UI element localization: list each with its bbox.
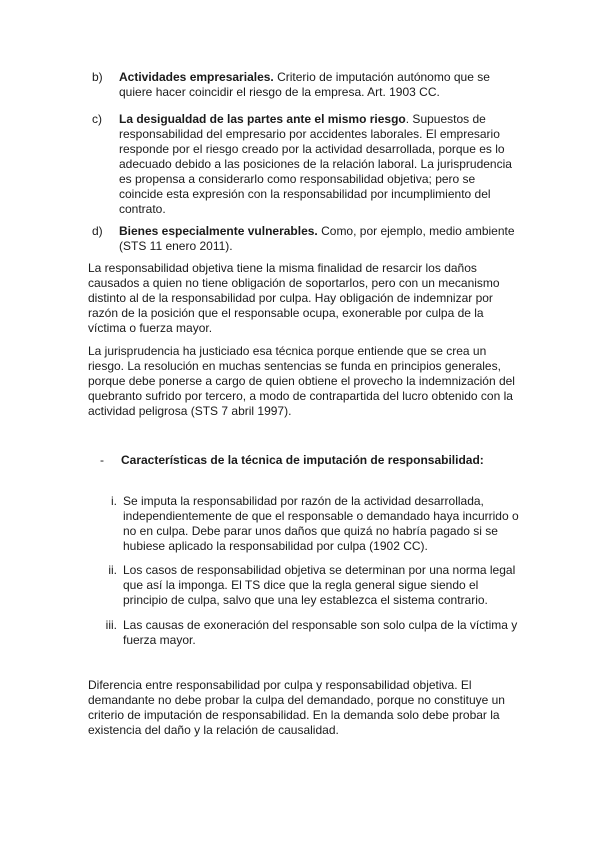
list-item-c <box>92 112 519 217</box>
list-item-b <box>92 70 519 100</box>
list-marker: iii. <box>105 618 117 632</box>
list-marker: b) <box>92 70 103 84</box>
section-heading: Características de la técnica de imputación de responsabilidad: <box>121 453 484 467</box>
list-item-text: Los casos de responsabilidad objetiva se determinan por una norma legal que así la imponga. El TS dice que la regla general sigue siendo el principio de culpa, salvo que una ley establezca el sistema contrario. <box>123 563 516 607</box>
list-item-title: La desigualdad de las partes ante el mismo riesgo <box>119 112 406 126</box>
paragraph-jurisprudencia: La jurisprudencia ha justiciado esa técnica porque entiende que se crea un riesgo. La resolución en muchas sentencias se funda en principios generales, porque debe ponerse a cargo de quien obtiene el provecho la indemnización del quebranto sufrido por tercero, a modo de contrapartida del lucro obtenido con la actividad peligrosa (STS 7 abril 1997). <box>88 344 515 418</box>
roman-item-iii <box>105 618 523 648</box>
list-item-d <box>92 224 519 254</box>
list-item-title: Actividades empresariales. <box>119 70 274 84</box>
section-dash: - <box>100 453 104 467</box>
list-item-text: Se imputa la responsabilidad por razón de la actividad desarrollada, independientemente de que el responsable o demandado haya incurrido o no en culpa. Debe parar unos daños que quizá no habría pagado si se hubiese aplicado la responsabilidad por culpa (1902 CC). <box>123 494 519 553</box>
list-marker: d) <box>92 224 103 238</box>
paragraph-diferencia: Diferencia entre responsabilidad por culpa y responsabilidad objetiva. El demandante no debe probar la culpa del demandado, porque no constituye un criterio de imputación de responsabilidad. En la demanda solo debe probar la existencia del daño y la relación de causalidad. <box>88 678 505 737</box>
paragraph-responsabilidad-objetiva: La responsabilidad objetiva tiene la misma finalidad de resarcir los daños causados a quien no tiene obligación de soportarlos, pero con un mecanismo distinto al de la responsabilidad por culpa. Hay obligación de indemnizar por razón de la posición que el responsable ocupa, exonerable por culpa de la víctima o fuerza mayor. <box>88 261 500 335</box>
list-marker: i. <box>111 494 117 508</box>
list-marker: c) <box>92 112 102 126</box>
roman-item-i <box>111 494 523 554</box>
list-marker: ii. <box>108 563 117 577</box>
list-item-title: Bienes especialmente vulnerables. <box>119 224 318 238</box>
list-item-text: . Supuestos de responsabilidad del empresario por accidentes laborales. El empresario responde por el riesgo creado por la actividad desarrollada, porque es lo adecuado debido a las posiciones de la relación laboral. La jurisprudencia es propensa a considerarlo como responsabilidad objetiva; pero se coincide esta expresión con la responsabilidad por incumplimiento del contrato. <box>119 112 512 216</box>
list-item-text: Criterio de imputación autónomo que se quiere hacer coincidir el riesgo de la empresa. Art. 1903 CC. <box>119 70 490 99</box>
list-item-text: Las causas de exoneración del responsable son solo culpa de la víctima y fuerza mayor. <box>123 618 518 647</box>
list-item-text: Como, por ejemplo, medio ambiente (STS 11 enero 2011). <box>119 224 515 253</box>
roman-item-ii <box>108 563 523 608</box>
